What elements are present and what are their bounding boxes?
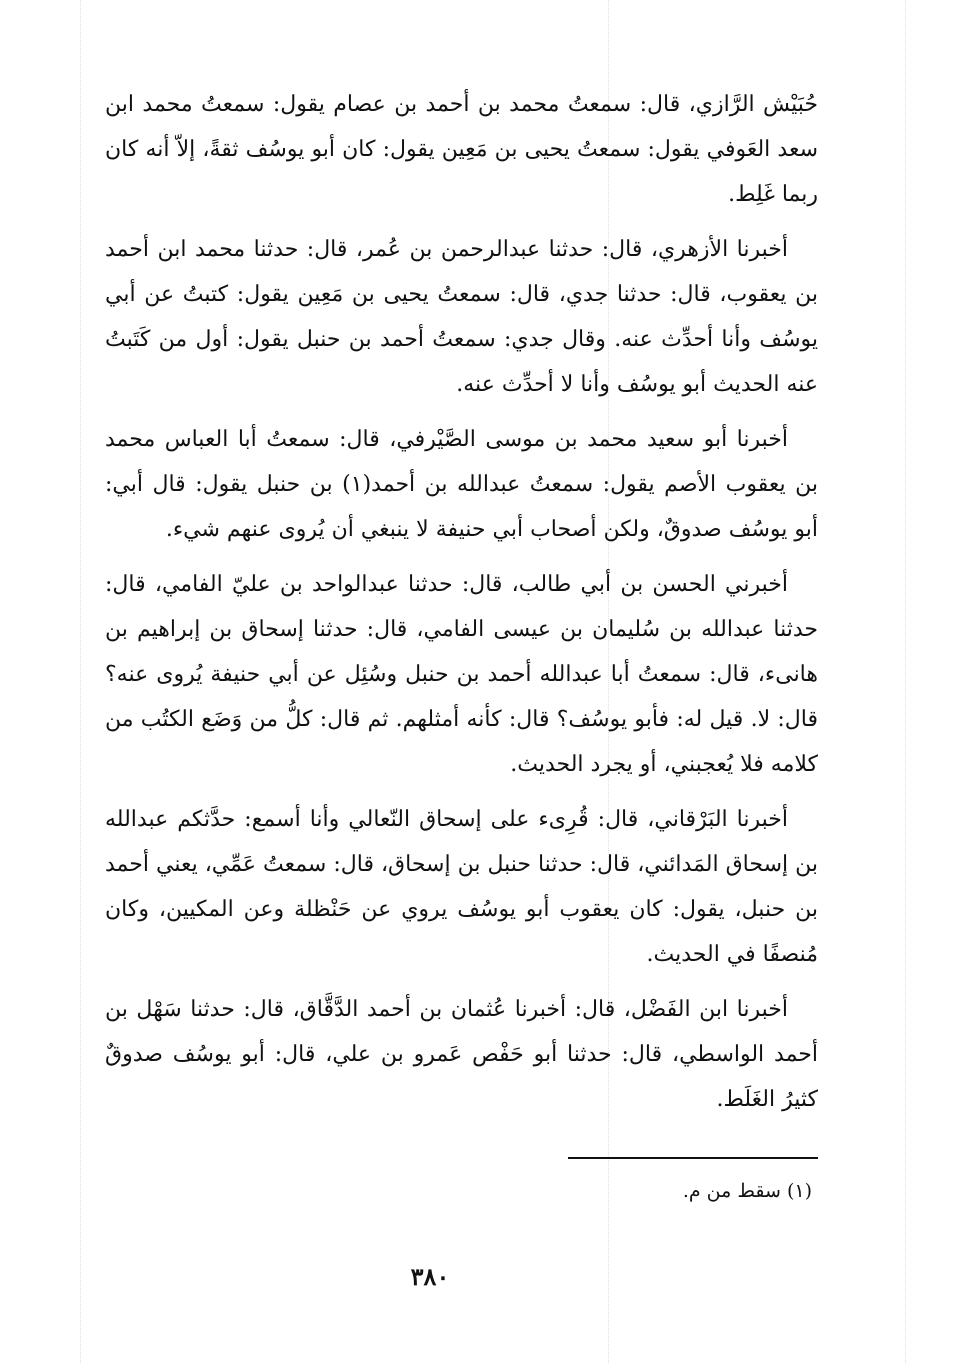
paragraph: أخبرنا ابن الفَضْل، قال: أخبرنا عُثمان بن أحمد الدَّقَّاق، قال: حدثنا سَهْل بن أحمد الواسطي، قال: حدثنا أبو حَفْص عَمرو بن علي، قال: أبو يوسُف صدوقٌ كثيرُ الغَلَط. [105,997,818,1112]
paragraph: أخبرنا الأزهري، قال: حدثنا عبدالرحمن بن عُمر، قال: حدثنا محمد ابن أحمد بن يعقوب، قال: حدثنا جدي، قال: سمعتُ يحيى بن مَعِين يقول: كتبتُ عن أبي يوسُف وأنا أحدِّث عنه. وقال جدي: سمعتُ أحمد بن حنبل يقول: أول من كَتَبتُ عنه الحديث أبو يوسُف وأنا لا أحدِّث عنه. [105,237,818,397]
paragraph: أخبرنا البَرْقاني، قال: قُرِىء على إسحاق النّعالي وأنا أسمع: حدَّثكم عبدالله بن إسحاق المَدائني، قال: حدثنا حنبل بن إسحاق، قال: سمعتُ عَمِّي، يعني أحمد بن حنبل، يقول: كان يعقوب أبو يوسُف يروي عن حَنْظلة وعن المكيين، وكان مُنصفًا في الحديث. [105,807,818,967]
footnote: (١) سقط من م. [682,1180,812,1202]
scan-dots-right [905,0,906,1363]
footnote-separator [568,1157,818,1159]
page-number: ٣٨٠ [410,1262,450,1291]
page-body [105,82,818,1132]
paragraph: أخبرني الحسن بن أبي طالب، قال: حدثنا عبدالواحد بن عليّ الفامي، قال: حدثنا عبدالله بن سُليمان بن عيسى الفامي، قال: حدثنا إسحاق بن إبراهيم بن هانىء، قال: سمعتُ أبا عبدالله أحمد بن حنبل وسُئِل عن أبي حنيفة يُروى عنه؟ قال: لا. قيل له: فأبو يوسُف؟ قال: كأنه أمثلهم. ثم قال: كلُّ من وَضَع الكتُب من كلامه فلا يُعجبني، أو يجرد الحديث. [105,572,818,777]
paragraph: أخبرنا أبو سعيد محمد بن موسى الصَّيْرفي، قال: سمعتُ أبا العباس محمد بن يعقوب الأصم يقول: سمعتُ عبدالله بن أحمد(١) بن حنبل يقول: قال أبي: أبو يوسُف صدوقٌ، ولكن أصحاب أبي حنيفة لا ينبغي أن يُروى عنهم شيء. [105,427,818,542]
scan-dots-left [80,0,81,1363]
paragraph: حُبَيْش الرَّازي، قال: سمعتُ محمد بن أحمد بن عصام يقول: سمعتُ محمد ابن سعد العَوفي يقول: سمعتُ يحيى بن مَعِين يقول: كان أبو يوسُف ثقةً، إلاّ أنه كان ربما غَلِط. [105,92,818,207]
